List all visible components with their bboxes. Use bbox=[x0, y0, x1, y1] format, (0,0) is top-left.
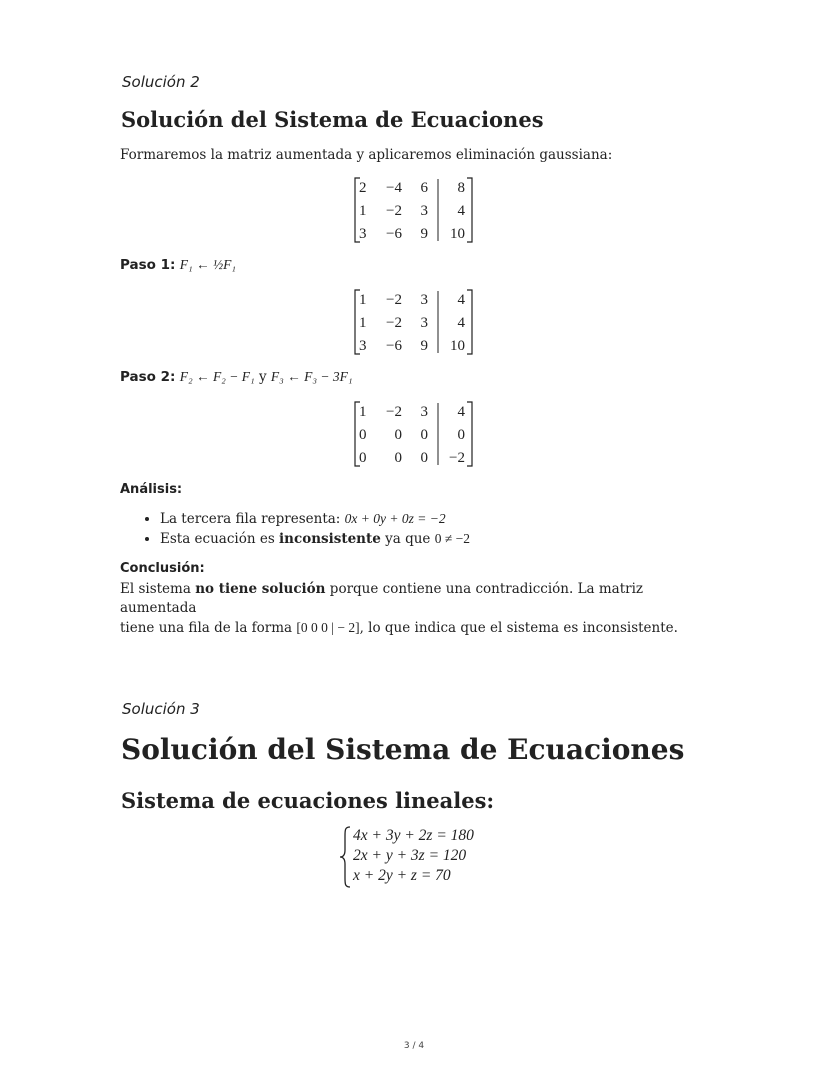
conclusion-heading: Conclusión: bbox=[120, 561, 205, 576]
augmented-matrix-initial bbox=[352, 175, 477, 245]
right-bracket bbox=[467, 402, 472, 466]
curly-brace bbox=[340, 827, 350, 887]
matrix-cell: −4 bbox=[386, 180, 402, 196]
matrix-cell: 4 bbox=[457, 292, 465, 308]
section-title: Solución del Sistema de Ecuaciones bbox=[121, 733, 685, 766]
matrix-cell: −2 bbox=[449, 450, 465, 466]
matrix-cell: 4 bbox=[457, 203, 465, 219]
right-bracket bbox=[467, 290, 472, 354]
list-item bbox=[160, 529, 470, 549]
bullet-text: La tercera fila representa: bbox=[160, 511, 341, 527]
right-bracket bbox=[467, 178, 472, 242]
conclusion-math: [0 0 0 | − 2] bbox=[296, 620, 360, 635]
section-subtitle: Sistema de ecuaciones lineales: bbox=[121, 788, 495, 813]
matrix-cell: 0 bbox=[359, 450, 367, 466]
matrix-cell: −2 bbox=[386, 203, 402, 219]
matrix-cell: 1 bbox=[359, 203, 367, 219]
matrix-cell: −6 bbox=[386, 338, 402, 354]
solution-label: Solución 3 bbox=[122, 700, 200, 718]
matrix-cell: 3 bbox=[420, 292, 428, 308]
equation-line: x + 2y + z = 70 bbox=[353, 867, 451, 884]
analysis-heading: Análisis: bbox=[120, 482, 183, 497]
bullet-text: Esta ecuación es bbox=[160, 531, 275, 547]
step-1-label: Paso 1: bbox=[120, 257, 176, 273]
matrix-cell: 0 bbox=[394, 427, 402, 443]
analysis-list bbox=[140, 509, 470, 549]
conclusion-bold: no tiene solución bbox=[195, 581, 326, 597]
step-1-operation: F₁ ← ½F₁ bbox=[179, 257, 237, 272]
matrix-cell: 6 bbox=[420, 180, 428, 196]
matrix-cell: −2 bbox=[386, 292, 402, 308]
matrix-cell: 1 bbox=[359, 404, 367, 420]
conclusion-text: porque contiene una contradicción. La matriz aumentada bbox=[120, 581, 644, 616]
bullet-math: 0 ≠ −2 bbox=[434, 531, 470, 546]
matrix-cell: 3 bbox=[420, 404, 428, 420]
matrix-cell: 3 bbox=[420, 315, 428, 331]
matrix-cell: 3 bbox=[420, 203, 428, 219]
bullet-bold: inconsistente bbox=[279, 531, 381, 547]
augmented-matrix-step1 bbox=[352, 287, 477, 357]
conclusion-text: tiene una fila de la forma bbox=[120, 620, 293, 636]
step-2 bbox=[120, 369, 353, 385]
step-2-label: Paso 2: bbox=[120, 369, 176, 385]
conclusion-text: El sistema bbox=[120, 581, 191, 597]
matrix-cell: −6 bbox=[386, 226, 402, 242]
conclusion-text: , lo que indica que el sistema es inconsistente. bbox=[359, 620, 678, 636]
augmented-matrix-step2 bbox=[352, 399, 477, 469]
matrix-cell: 0 bbox=[457, 427, 465, 443]
matrix-cell: 4 bbox=[457, 404, 465, 420]
matrix-cell: −2 bbox=[386, 315, 402, 331]
bullet-math: 0x + 0y + 0z = −2 bbox=[344, 511, 446, 526]
matrix-cell: 0 bbox=[394, 450, 402, 466]
matrix-cell: 0 bbox=[420, 450, 428, 466]
matrix-cell: 3 bbox=[359, 338, 367, 354]
matrix-cell: 8 bbox=[457, 180, 465, 196]
matrix-cell: 4 bbox=[457, 315, 465, 331]
matrix-cell: −2 bbox=[386, 404, 402, 420]
matrix-cell: 1 bbox=[359, 292, 367, 308]
matrix-cell: 10 bbox=[450, 226, 465, 242]
matrix-cell: 9 bbox=[420, 338, 428, 354]
step-1 bbox=[120, 257, 236, 273]
matrix-cell: 3 bbox=[359, 226, 367, 242]
page-number: 3 / 4 bbox=[403, 1041, 425, 1051]
equation-line: 2x + y + 3z = 120 bbox=[353, 847, 467, 864]
matrix-cell: 1 bbox=[359, 315, 367, 331]
intro-text: Formaremos la matriz aumentada y aplicaremos eliminación gaussiana: bbox=[120, 147, 613, 163]
list-item bbox=[160, 509, 470, 529]
matrix-cell: 2 bbox=[359, 180, 367, 196]
matrix-cell: 9 bbox=[420, 226, 428, 242]
matrix-cell: 0 bbox=[420, 427, 428, 443]
equation-system bbox=[338, 824, 508, 890]
matrix-cell: 10 bbox=[450, 338, 465, 354]
matrix-cell: 0 bbox=[359, 427, 367, 443]
step-2-operation-a: F₂ ← F₂ − F₁ bbox=[179, 369, 255, 384]
step-2-connector: y bbox=[258, 369, 267, 385]
step-2-operation-b: F₃ ← F₃ − 3F₁ bbox=[270, 369, 353, 384]
solution-label: Solución 2 bbox=[122, 73, 200, 91]
section-title: Solución del Sistema de Ecuaciones bbox=[121, 107, 544, 132]
bullet-text: ya que bbox=[385, 531, 431, 547]
equation-line: 4x + 3y + 2z = 180 bbox=[353, 827, 474, 844]
conclusion-paragraph bbox=[120, 580, 720, 638]
